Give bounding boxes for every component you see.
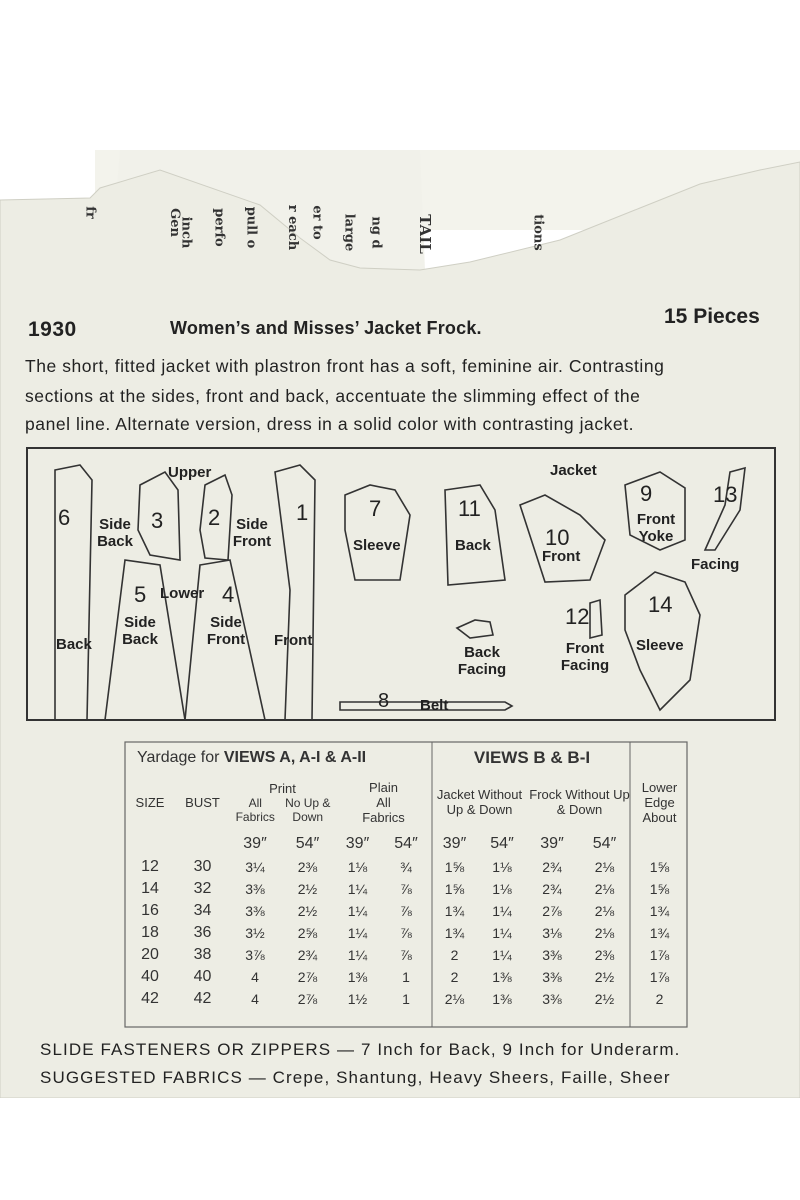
table-cell: 4	[251, 991, 259, 1007]
table-cell: 3⅜	[542, 969, 562, 985]
lower-edge-header: Lower Edge About	[641, 779, 678, 825]
table-cell: 42	[141, 990, 159, 1007]
table-cell: 1⅝	[649, 859, 670, 875]
insert-fragment: Gen	[166, 208, 182, 237]
table-cell: 2⅞	[542, 903, 562, 919]
table-cell: 2½	[297, 903, 318, 919]
table-cell: 3¼	[245, 859, 265, 875]
piece-label: Front	[274, 632, 313, 649]
back-facing-label: Back Facing	[457, 644, 507, 678]
piece-number: 8	[378, 690, 390, 712]
pattern-number: 1930	[28, 318, 77, 341]
piece-label: Side Front	[232, 516, 272, 550]
table-cell: 1¼	[492, 925, 512, 941]
table-cell: ⅞	[400, 881, 412, 897]
description-line: The short, fitted jacket with plastron front has a soft, feminine air. Contrasting	[25, 356, 665, 376]
table-cell: 1¾	[444, 925, 465, 941]
table-cell: 3⅜	[542, 947, 562, 963]
piece-number: 2	[208, 505, 221, 530]
width-39: 39″	[345, 835, 370, 852]
lower-label: Lower	[160, 585, 205, 602]
table-cell: 1⅜	[492, 991, 512, 1007]
table-cell: 1⅞	[649, 947, 670, 963]
piece-number: 12	[565, 604, 590, 629]
table-cell: 20	[141, 946, 159, 963]
table-cell: 2	[655, 991, 664, 1007]
piece-number: 6	[58, 505, 71, 530]
table-cell: 1¼	[347, 903, 368, 919]
table-cell: 2⅞	[297, 969, 318, 985]
bust-header: BUST	[185, 794, 220, 810]
table-cell: 1⅝	[444, 881, 465, 897]
table-cell: 2¾	[542, 859, 562, 875]
piece-number: 11	[458, 496, 481, 521]
table-cell: 40	[141, 968, 159, 985]
table-cell: 2⅛	[594, 881, 615, 897]
table-cell: 2½	[594, 969, 615, 985]
table-cell: ⅞	[400, 947, 412, 963]
table-cell: 30	[193, 858, 212, 875]
piece-count: 15 Pieces	[664, 305, 760, 328]
table-cell: 1	[402, 969, 410, 985]
table-cell: 18	[141, 924, 159, 941]
table-cell: 12	[141, 858, 159, 875]
piece-label: Belt	[420, 697, 449, 714]
piece-label: Back	[455, 537, 491, 554]
jacket-label: Jacket	[550, 462, 597, 479]
insert-fragment: tions	[530, 214, 546, 251]
table-cell: 32	[193, 880, 212, 897]
table-cell: 1¾	[444, 903, 465, 919]
width-54: 54″	[490, 835, 514, 852]
fasteners-line: SLIDE FASTENERS OR ZIPPERS — 7 Inch for Back, 9 Inch for Underarm.	[40, 1040, 681, 1059]
print-label: Print	[269, 780, 296, 796]
table-cell: 3⅜	[542, 991, 562, 1007]
plain-all-fabrics-label: All Fabrics	[362, 794, 405, 825]
table-row	[125, 856, 687, 878]
table-cell: 2⅜	[297, 859, 318, 875]
piece-label: Front	[542, 548, 581, 565]
table-cell: 34	[193, 902, 212, 919]
table-cell: 1⅞	[649, 969, 670, 985]
table-row	[125, 878, 687, 900]
width-54: 54″	[592, 835, 617, 852]
upper-label: Upper	[168, 464, 212, 481]
insert-fragment: inch	[178, 216, 194, 249]
description-line: panel line. Alternate version, dress in a solid color with contrasting jacket.	[25, 414, 635, 434]
table-cell: 1½	[347, 991, 368, 1007]
table-cell: 36	[193, 924, 212, 941]
table-cell: 1⅛	[347, 859, 368, 875]
table-cell: 14	[141, 880, 159, 897]
table-cell: 2⅞	[297, 991, 318, 1007]
table-cell: 16	[141, 902, 159, 919]
table-row	[125, 988, 687, 1010]
piece-number: 14	[648, 592, 673, 617]
piece-number: 4	[222, 582, 235, 607]
table-cell: 3⅜	[245, 903, 265, 919]
table-cell: 2⅜	[594, 947, 615, 963]
table-cell: 1¼	[347, 881, 368, 897]
size-header: SIZE	[135, 794, 165, 810]
insert-fragment: perfo	[211, 208, 227, 247]
table-cell: 1⅜	[492, 969, 512, 985]
table-cell: 2½	[297, 881, 318, 897]
piece-label: Front Yoke	[636, 511, 676, 545]
all-fabrics-label: All Fabrics	[235, 795, 275, 824]
table-cell: 1¼	[347, 925, 368, 941]
insert-fragment: TAIL	[415, 214, 434, 254]
insert-fragment: fr	[82, 206, 98, 219]
table-cell: 2¾	[542, 881, 562, 897]
piece-label: Side Back	[122, 614, 158, 648]
piece-label: Sleeve	[636, 637, 684, 654]
width-54: 54″	[394, 835, 418, 852]
table-cell: 42	[193, 990, 212, 1007]
print-header	[230, 772, 335, 832]
piece-number: 9	[640, 481, 653, 506]
views-a-label: VIEWS A, A-I & A-II	[223, 749, 367, 766]
pattern-title: Women’s and Misses’ Jacket Frock.	[170, 318, 482, 338]
piece-label: Side Back	[97, 516, 133, 550]
table-cell: 2⅛	[594, 925, 615, 941]
table-cell: 4	[251, 969, 259, 985]
table-cell: 3½	[245, 925, 265, 941]
table-cell: 1⅛	[492, 859, 512, 875]
table-cell: 2	[450, 947, 459, 963]
table-cell: 2	[450, 969, 459, 985]
jacket-without-header: Jacket Without Up & Down	[436, 787, 523, 817]
plain-header	[335, 772, 432, 832]
no-up-down-label: No Up & Down	[285, 795, 331, 824]
piece-label: Sleeve	[353, 537, 401, 554]
table-cell: 2⅛	[594, 859, 615, 875]
table-cell: 1¾	[649, 925, 670, 941]
table-cell: ⅞	[400, 903, 412, 919]
piece-number: 10	[545, 525, 570, 550]
insert-fragment: pull o	[243, 206, 259, 249]
table-cell: 2½	[594, 991, 615, 1007]
table-row	[125, 900, 687, 922]
table-cell: 1⅝	[649, 881, 670, 897]
table-cell: ¾	[400, 859, 412, 875]
plain-label: Plain	[369, 779, 398, 795]
table-cell: 3⅞	[245, 947, 265, 963]
yardage-title-prefix: Yardage for	[137, 749, 220, 766]
piece-label: Back	[56, 636, 92, 653]
table-cell: 1⅛	[492, 881, 512, 897]
table-cell: 1⅜	[347, 969, 368, 985]
table-cell: 1	[402, 991, 410, 1007]
insert-fragment: er to	[309, 205, 325, 240]
table-cell: 3⅜	[245, 881, 265, 897]
table-row	[125, 922, 687, 944]
width-39: 39″	[540, 835, 564, 852]
width-54: 54″	[295, 835, 320, 852]
table-cell: 3⅛	[542, 925, 562, 941]
piece-label: Side Front	[206, 614, 246, 648]
piece-number: 5	[134, 582, 147, 607]
table-cell: 38	[193, 946, 212, 963]
width-39: 39″	[442, 835, 467, 852]
table-cell: 1¾	[649, 903, 670, 919]
table-cell: 2¾	[297, 947, 318, 963]
table-cell: 2⅛	[444, 991, 465, 1007]
piece-label: Front Facing	[560, 640, 610, 674]
description-line: sections at the sides, front and back, accentuate the slimming effect of the	[25, 386, 641, 406]
piece-label: Facing	[691, 556, 740, 573]
insert-fragment: large	[341, 213, 357, 252]
table-cell: 2⅛	[594, 903, 615, 919]
table-cell: 1⅝	[444, 859, 465, 875]
piece-number: 13	[713, 482, 738, 507]
piece-number: 7	[369, 496, 382, 521]
table-row	[125, 944, 687, 966]
piece-number: 1	[296, 500, 309, 525]
piece-number: 3	[151, 508, 164, 533]
frock-without-header: Frock Without Up & Down	[529, 787, 630, 817]
fabrics-line: SUGGESTED FABRICS — Crepe, Shantung, Heavy Sheers, Faille, Sheer	[40, 1068, 671, 1087]
table-cell: 1¼	[492, 903, 512, 919]
views-b-label: VIEWS B & B-I	[473, 748, 591, 767]
yardage-table	[125, 744, 687, 1010]
table-cell: ⅞	[400, 925, 412, 941]
width-39: 39″	[243, 835, 267, 852]
table-cell: 2⅝	[297, 925, 318, 941]
table-row	[125, 966, 687, 988]
insert-fragment: r each	[285, 204, 301, 251]
yardage-title-a	[125, 744, 432, 772]
table-cell: 40	[193, 968, 212, 985]
table-cell: 1¼	[492, 947, 512, 963]
table-cell: 1¼	[347, 947, 368, 963]
insert-fragment: ng d	[368, 216, 384, 249]
